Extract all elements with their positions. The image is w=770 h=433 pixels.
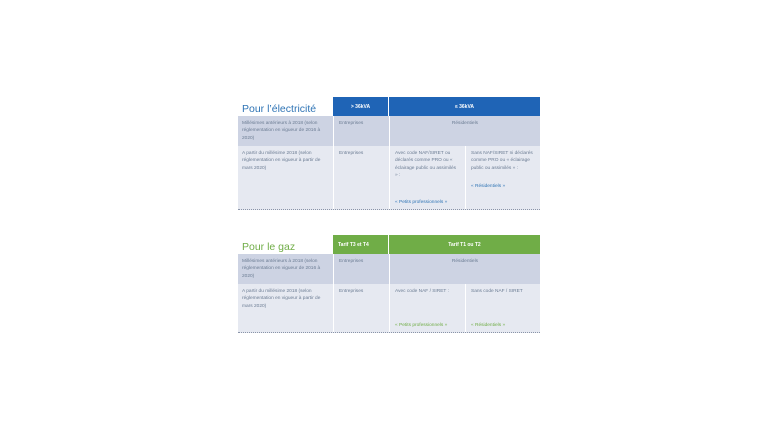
electricity-header-row bbox=[238, 97, 540, 116]
sub-without-naf bbox=[465, 146, 540, 209]
row-split-cell bbox=[389, 284, 540, 332]
without-naf-text: Sans code NAF / SIRET bbox=[471, 289, 523, 294]
gas-row-from-2018 bbox=[238, 284, 540, 333]
sub-without-naf bbox=[465, 284, 540, 332]
petits-professionnels-label: « Petits professionnels » bbox=[395, 322, 448, 328]
sub-with-naf bbox=[390, 146, 465, 209]
residentiels-label: « Résidentiels » bbox=[471, 322, 506, 328]
gas-header-t3-t4: Tarif T3 et T4 bbox=[333, 235, 389, 254]
gas-row-before-2018 bbox=[238, 254, 540, 284]
gas-table bbox=[238, 235, 540, 333]
row-entreprises: Entreprises bbox=[333, 146, 389, 209]
gas-header-t1-t2: Tarif T1 ou T2 bbox=[389, 235, 540, 254]
electricity-row-before-2018 bbox=[238, 116, 540, 146]
row-label: A partir du millésime 2018 (selon réglementation en vigueur à partir de mars 2020) bbox=[242, 151, 321, 171]
electricity-title: Pour l’électricité bbox=[242, 102, 317, 115]
row-label: Millésimes antérieurs à 2018 (selon réglementation en vigueur de 2016 à 2020) bbox=[242, 121, 321, 141]
row-entreprises: Entreprises bbox=[333, 116, 389, 146]
with-naf-text: Avec code NAF/SIRET ou déclarés comme PRO ou « éclairage public ou assimilés » : bbox=[395, 151, 457, 179]
electricity-header-over-36kva: > 36kVA bbox=[333, 97, 389, 116]
electricity-table bbox=[238, 97, 540, 210]
electricity-row-from-2018 bbox=[238, 146, 540, 210]
sub-columns bbox=[390, 146, 540, 209]
row-split-cell bbox=[389, 146, 540, 209]
petits-professionnels-label: « Petits professionnels » bbox=[395, 199, 448, 205]
row-entreprises: Entreprises bbox=[333, 254, 389, 284]
row-entreprises: Entreprises bbox=[333, 284, 389, 332]
residentiels-label: « Résidentiels » bbox=[471, 184, 506, 189]
row-label: Millésimes antérieurs à 2018 (selon réglementation en vigueur de 2016 à 2020) bbox=[242, 259, 321, 279]
with-naf-text: Avec code NAF / SIRET : bbox=[395, 289, 449, 294]
row-residentiels: Résidentiels bbox=[389, 254, 540, 284]
gas-title: Pour le gaz bbox=[242, 240, 296, 253]
row-label: A partir du millésime 2018 (selon réglementation en vigueur à partir de mars 2020) bbox=[242, 289, 321, 309]
gas-header-row bbox=[238, 235, 540, 254]
sub-with-naf bbox=[390, 284, 465, 332]
sub-columns bbox=[390, 284, 540, 332]
row-residentiels: Résidentiels bbox=[389, 116, 540, 146]
electricity-header-under-36kva: ≤ 36kVA bbox=[389, 97, 540, 116]
without-naf-text: Sans NAF/SIRET ni déclarés comme PRO ou « éclairage public ou assimilés » : bbox=[471, 151, 533, 171]
